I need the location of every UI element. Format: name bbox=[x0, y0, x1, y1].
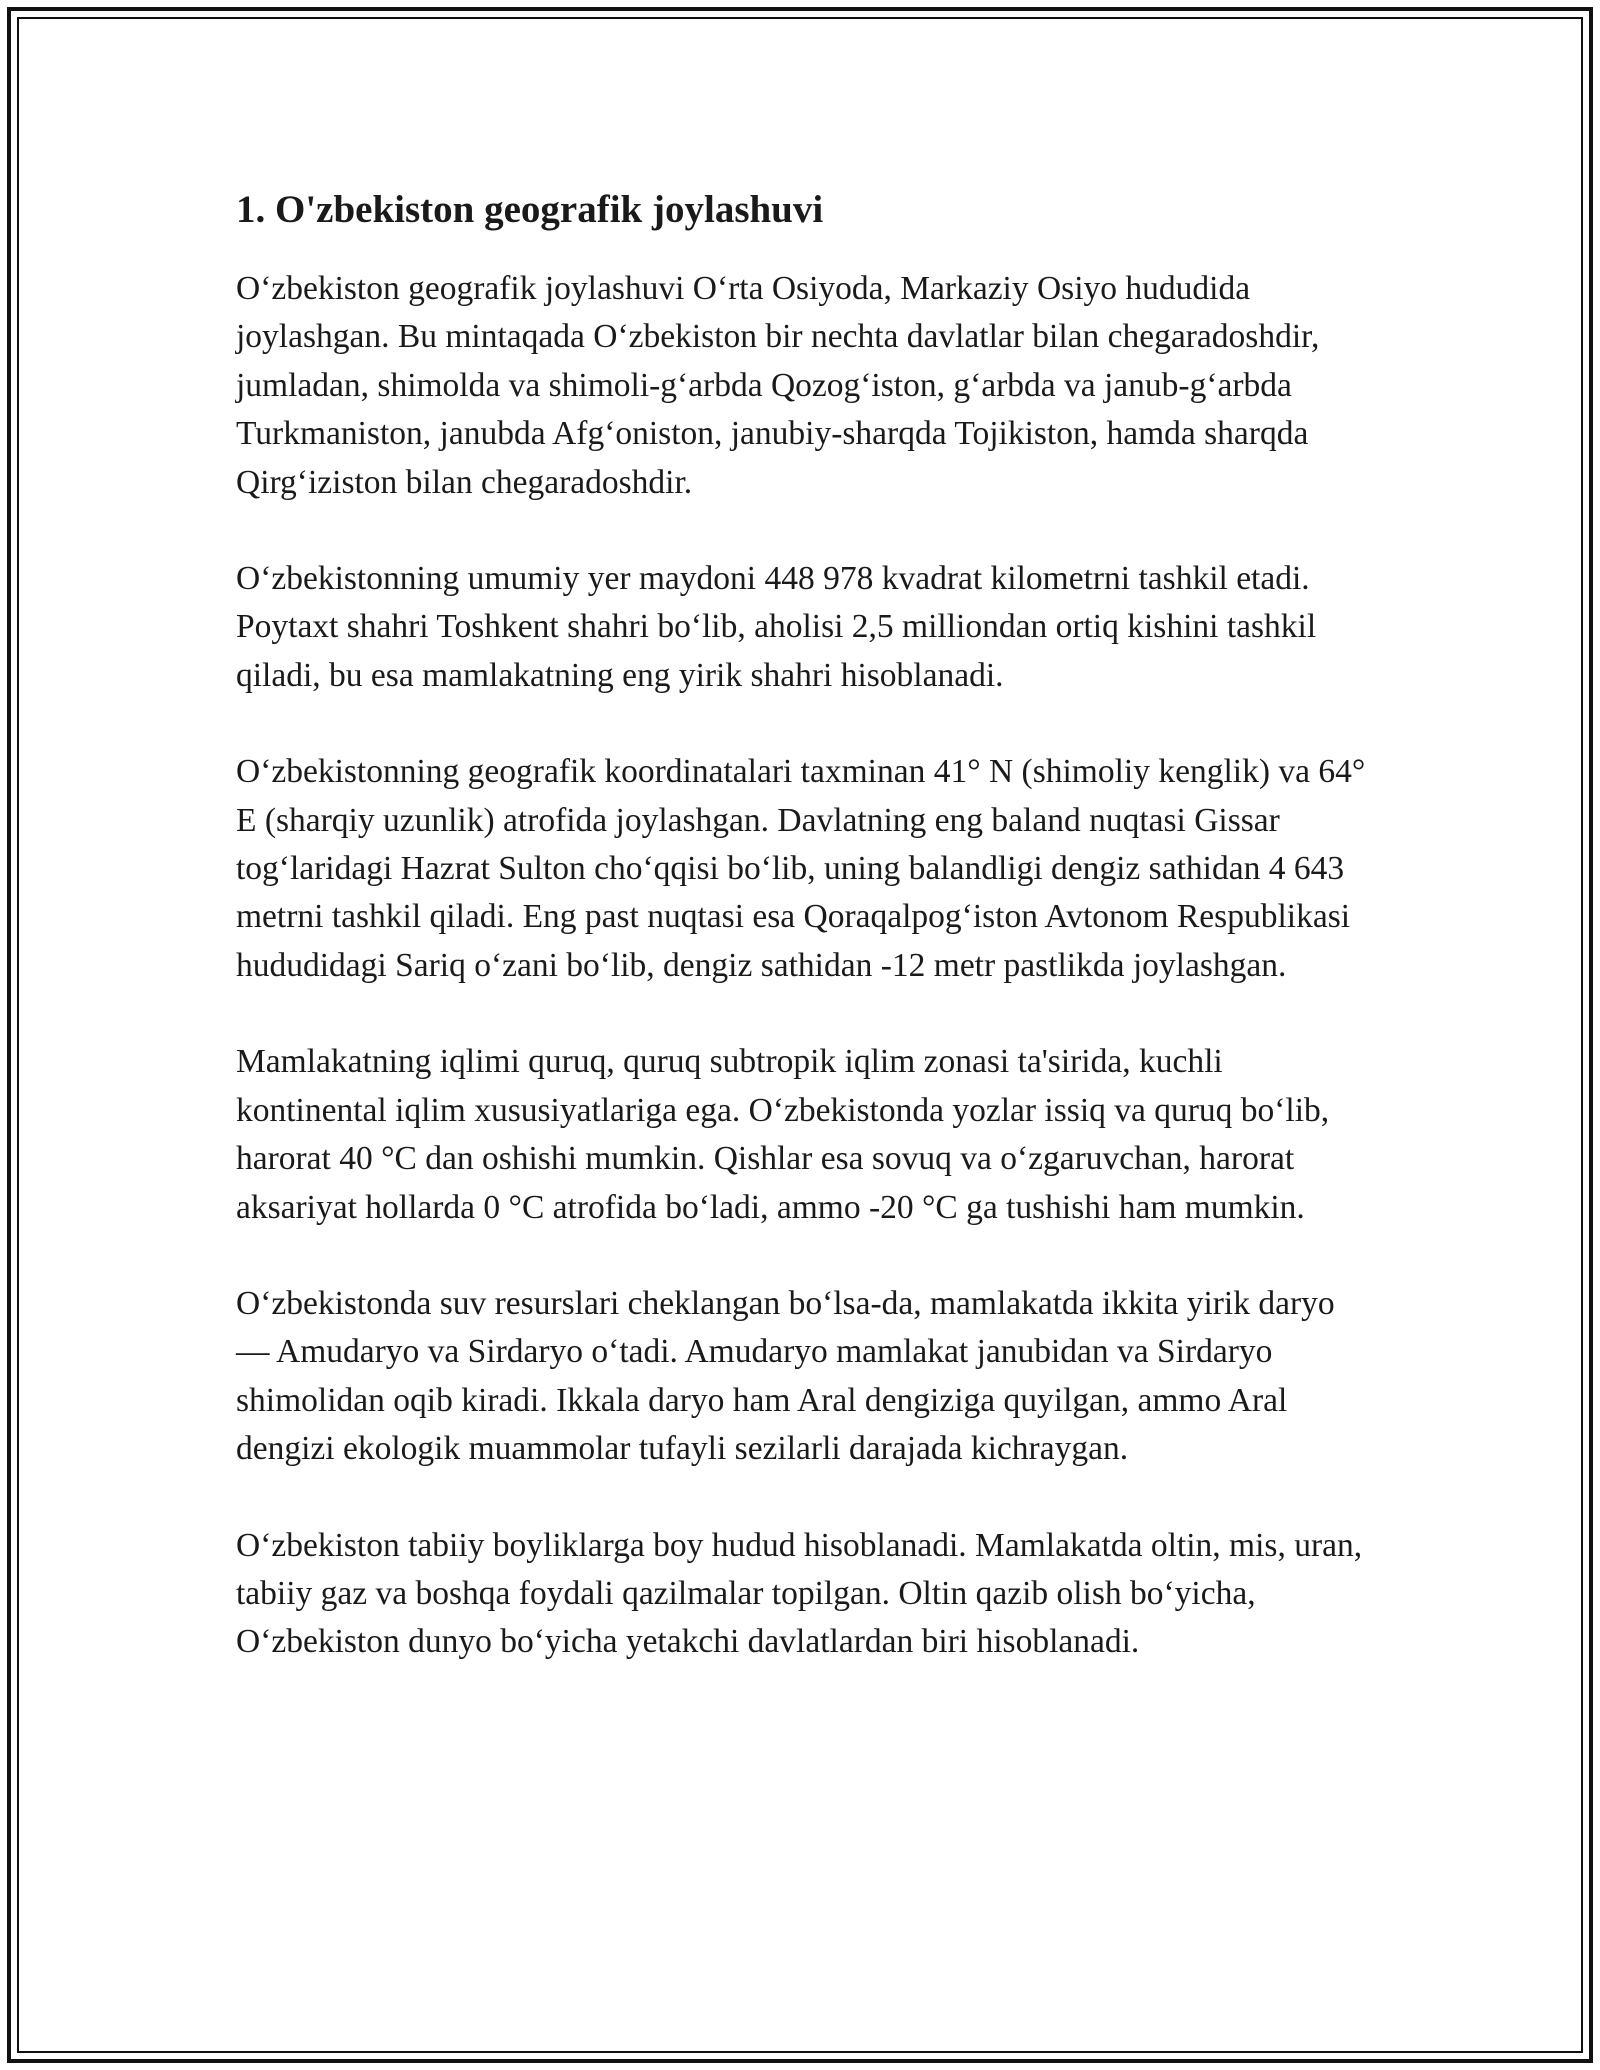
paragraph-location: O‘zbekiston geografik joylashuvi O‘rta Osiyoda, Markaziy Osiyo hududida joylashgan. Bu mintaqada O‘zbekiston bir nechta davlatlar bilan chegaradoshdir, jumladan, shimolda va shimoli-g‘arbda Qozog‘iston, g‘arbda va janub-g‘arbda Turkmaniston, janubda Afg‘oniston, janubiy-sharqda Tojikiston, hamda sharqda Qirg‘iziston bilan chegaradoshdir. bbox=[236, 270, 1320, 501]
paragraph-area: O‘zbekistonning umumiy yer maydoni 448 978 kvadrat kilometrni tashkil etadi. Poytaxt shahri Toshkent shahri bo‘lib, aholisi 2,5 milliondan ortiq kishini tashkil qiladi, bu esa mamlakatning eng yirik shahri hisoblanadi. bbox=[236, 560, 1317, 694]
paragraph-climate: Mamlakatning iqlimi quruq, quruq subtropik iqlim zonasi ta'sirida, kuchli kontinental iqlim xususiyatlariga ega. O‘zbekistonda yozlar issiq va quruq bo‘lib, harorat 40 °C dan oshishi mumkin. Qishlar esa sovuq va o‘zgaruvchan, harorat aksariyat hollarda 0 °C atrofida bo‘ladi, ammo -20 °C ga tushishi ham mumkin. bbox=[236, 1043, 1330, 1226]
document-body bbox=[236, 186, 1366, 1715]
paragraph-coordinates: O‘zbekistonning geografik koordinatalari taxminan 41° N (shimoliy kenglik) va 64° E (sharqiy uzunlik) atrofida joylashgan. Davlatning eng baland nuqtasi Gissar tog‘laridagi Hazrat Sulton cho‘qqisi bo‘lib, uning balandligi dengiz sathidan 4 643 metrni tashkil qiladi. Eng past nuqtasi esa Qoraqalpog‘iston Avtonom Respublikasi hududidagi Sariq o‘zani bo‘lib, dengiz sathidan -12 metr pastlikda joylashgan. bbox=[236, 753, 1366, 984]
paragraph-resources: O‘zbekiston tabiiy boyliklarga boy hudud hisoblanadi. Mamlakatda oltin, mis, uran, tabiiy gaz va boshqa foydali qazilmalar topilgan. Oltin qazib olish bo‘yicha, O‘zbekiston dunyo bo‘yicha yetakchi davlatlardan biri hisoblanadi. bbox=[236, 1526, 1363, 1661]
paragraph-water: O‘zbekistonda suv resurslari cheklangan bo‘lsa-da, mamlakatda ikkita yirik daryo — Amudaryo va Sirdaryo o‘tadi. Amudaryo mamlakat janubidan va Sirdaryo shimolidan oqib kiradi. Ikkala daryo ham Aral dengiziga quyilgan, ammo Aral dengizi ekologik muammolar tufayli sezilarli darajada kichraygan. bbox=[236, 1284, 1335, 1468]
section-heading: 1. O'zbekiston geografik joylashuvi bbox=[236, 188, 824, 231]
